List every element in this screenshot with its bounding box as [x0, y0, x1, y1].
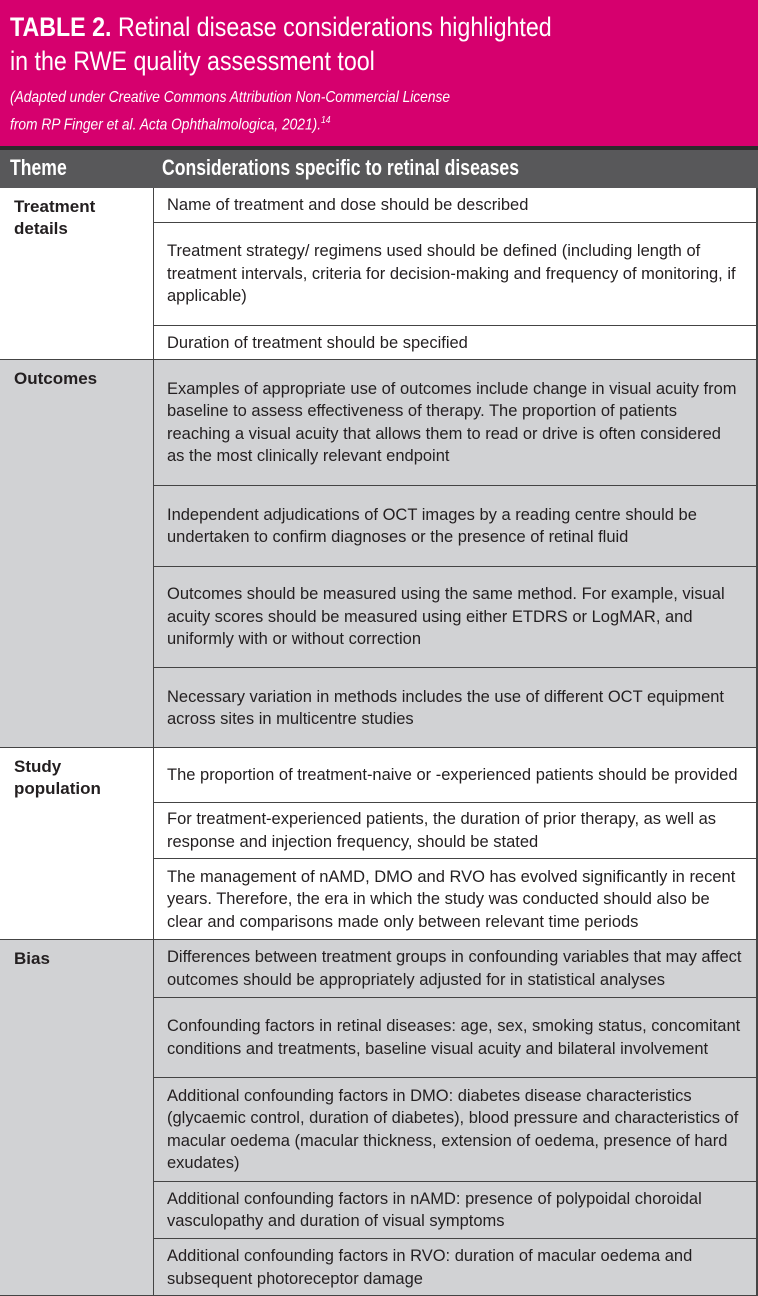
table-row — [153, 360, 756, 485]
table-row — [153, 1238, 756, 1296]
table-row — [153, 188, 756, 222]
table-row — [153, 748, 756, 802]
table-row — [153, 940, 756, 997]
table-section — [0, 940, 758, 1296]
consideration-text: Outcomes should be measured using the same method. For example, visual acuity scores should be measured using either ETDRS or LogMAR, and uniformly with or without correction — [167, 585, 725, 649]
consideration-text: Duration of treatment should be specified — [167, 333, 468, 352]
table-title — [10, 10, 645, 44]
source-line-2: from RP Finger et al. Acta Ophthalmologica, 2021). — [10, 116, 322, 134]
consideration-text: Additional confounding factors in RVO: duration of macular oedema and subsequent photoreceptor damage — [167, 1247, 693, 1288]
header-considerations: Considerations specific to retinal diseases — [162, 155, 520, 180]
table-row — [153, 222, 756, 325]
consideration-text: Name of treatment and dose should be described — [167, 195, 529, 214]
theme-label: Study population — [14, 757, 101, 798]
table-section — [0, 188, 758, 360]
table-row — [153, 325, 756, 360]
consideration-text: Independent adjudications of OCT images by a reading centre should be undertaken to confirm diagnoses or the presence of retinal fluid — [167, 505, 697, 546]
table-section — [0, 360, 758, 748]
consideration-text: For treatment-experienced patients, the duration of prior therapy, as well as response and injection frequency, should be stated — [167, 810, 717, 851]
consideration-text: The management of nAMD, DMO and RVO has evolved significantly in recent years. Therefore, the era in which the study was conducted should also be clear and comparisons made only between relevant time periods — [167, 867, 736, 931]
table-row — [153, 802, 756, 858]
consideration-text: Treatment strategy/ regimens used should be defined (including length of treatment intervals, criteria for decision-making and frequency of monitoring, if applicable) — [167, 242, 736, 306]
title-line-1: Retinal disease considerations highlighted — [117, 12, 552, 42]
consideration-text: The proportion of treatment-naive or -experienced patients should be provided — [167, 765, 738, 784]
table-row — [153, 1181, 756, 1238]
theme-label: Bias — [14, 949, 50, 968]
table-row — [153, 997, 756, 1077]
theme-label: Outcomes — [14, 369, 98, 388]
table-row — [153, 667, 756, 748]
title-line-2: in the RWE quality assessment tool — [10, 46, 375, 76]
header-theme: Theme — [10, 155, 67, 180]
table-row — [153, 566, 756, 667]
consideration-text: Additional confounding factors in nAMD: presence of polypoidal choroidal vasculopathy and duration of visual symptoms — [167, 1189, 702, 1230]
consideration-text: Necessary variation in methods includes the use of different OCT equipment across sites in multicentre studies — [167, 687, 725, 728]
table-number: TABLE 2. — [10, 12, 112, 42]
source-line-1: (Adapted under Creative Commons Attribution Non-Commercial License — [10, 89, 451, 106]
table-row — [153, 485, 756, 566]
source-note — [10, 86, 645, 136]
table-row — [153, 1077, 756, 1181]
table-section — [0, 748, 758, 940]
table-title-banner — [0, 0, 758, 146]
consideration-text: Additional confounding factors in DMO: diabetes disease characteristics (glycaemic control, duration of diabetes), blood pressure and characteristics of macular oedema (macular thickness, extension of oedema, presence of hard exudates) — [167, 1086, 739, 1172]
consideration-text: Examples of appropriate use of outcomes include change in visual acuity from baseline to assess effectiveness of therapy. The proportion of patients reaching a visual acuity that allows them to read or drive is often considered as the most clinically relevant endpoint — [167, 379, 737, 465]
table-row — [153, 858, 756, 940]
consideration-text: Confounding factors in retinal diseases: age, sex, smoking status, concomitant conditions and treatments, baseline visual acuity and bilateral involvement — [167, 1017, 741, 1058]
reference-number: 14 — [321, 115, 331, 126]
theme-label: Treatment details — [14, 197, 96, 238]
consideration-text: Differences between treatment groups in confounding variables that may affect outcomes should be appropriately adjusted for in statistical analyses — [167, 948, 742, 989]
table-header — [0, 150, 758, 188]
